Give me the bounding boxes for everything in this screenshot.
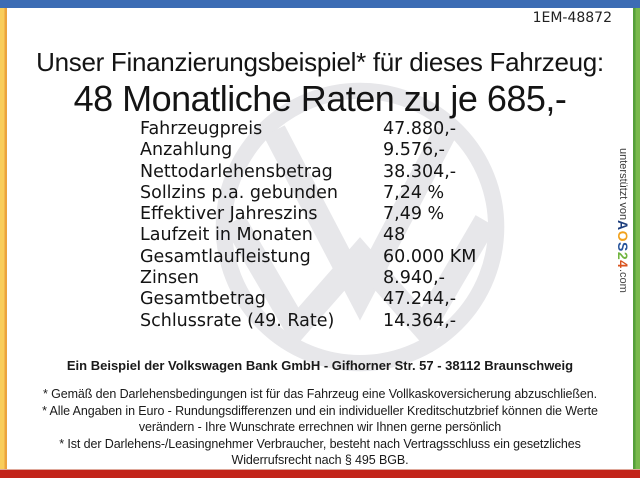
row-value: 8.940,- bbox=[383, 268, 445, 289]
frame-bar-top bbox=[0, 0, 640, 8]
row-value: 60.000 KM bbox=[383, 246, 477, 267]
aos24-letter: 4 bbox=[615, 260, 631, 269]
table-row bbox=[140, 119, 500, 140]
table-row bbox=[140, 183, 500, 204]
footnote-euro-rounding: * Alle Angaben in Euro - Rundungsdifferenzen und ein individueller Kreditschutzbrief können die Werte verändern - Ihre Wunschrate errechnen wir Ihnen gerne persönlich bbox=[42, 404, 598, 434]
finance-table bbox=[140, 119, 500, 332]
supported-by-label: unterstützt von bbox=[617, 148, 629, 221]
table-row bbox=[140, 268, 500, 289]
row-value: 38.304,- bbox=[383, 161, 457, 182]
row-label: Sollzins p.a. gebunden bbox=[140, 182, 339, 203]
row-value: 47.880,- bbox=[383, 119, 457, 139]
row-label: Effektiver Jahreszins bbox=[140, 204, 318, 225]
row-label: Nettodarlehensbetrag bbox=[140, 161, 333, 182]
table-row bbox=[140, 311, 500, 332]
row-value: 9.576,- bbox=[383, 140, 445, 161]
aos24-letter: S bbox=[615, 242, 631, 253]
document-number: 1EM-48872 bbox=[532, 10, 612, 26]
rate-headline: 48 Monatliche Raten zu je 685,- bbox=[73, 78, 567, 119]
row-value: 7,49 % bbox=[383, 204, 445, 225]
row-label: Schlussrate (49. Rate) bbox=[140, 310, 335, 331]
footnote-withdrawal-right: * Ist der Darlehens-/Leasingnehmer Verbraucher, besteht nach Vertragsschluss ein gesetzliches Widerrufsrecht nach § 495 BGB. bbox=[59, 437, 581, 467]
row-label: Fahrzeugpreis bbox=[140, 119, 263, 139]
table-row bbox=[140, 289, 500, 310]
row-label: Gesamtbetrag bbox=[140, 289, 266, 310]
table-row bbox=[140, 225, 500, 246]
aos24-logo bbox=[615, 220, 631, 268]
row-label: Gesamtlaufleistung bbox=[140, 246, 311, 267]
table-row bbox=[140, 247, 500, 268]
row-label: Anzahlung bbox=[140, 140, 233, 161]
frame-bar-right bbox=[633, 8, 640, 473]
row-value: 47.244,- bbox=[383, 289, 457, 310]
aos24-letter: O bbox=[615, 230, 631, 243]
aos24-letter: 2 bbox=[615, 252, 631, 261]
table-row bbox=[140, 140, 500, 161]
bank-address-line: Ein Beispiel der Volkswagen Bank GmbH - Gifhorner Str. 57 - 38112 Braunschweig bbox=[66, 358, 574, 373]
supported-by-strip bbox=[615, 148, 631, 358]
aos24-letter: A bbox=[615, 220, 631, 231]
footnote-insurance: * Gemäß den Darlehensbedingungen ist für das Fahrzeug eine Vollkaskoversicherung abzuschließen. bbox=[42, 387, 598, 401]
table-row bbox=[140, 204, 500, 225]
aos24-domain-suffix: .com bbox=[617, 268, 629, 293]
row-label: Laufzeit in Monaten bbox=[140, 225, 313, 246]
frame-bar-bottom bbox=[0, 469, 640, 478]
row-label: Zinsen bbox=[140, 268, 199, 289]
row-value: 7,24 % bbox=[383, 182, 445, 203]
frame-bar-left bbox=[0, 8, 7, 471]
page-title: Unser Finanzierungsbeispiel* für dieses Fahrzeug: bbox=[36, 47, 604, 77]
table-row bbox=[140, 162, 500, 183]
row-value: 48 bbox=[383, 225, 406, 246]
row-value: 14.364,- bbox=[383, 310, 457, 331]
